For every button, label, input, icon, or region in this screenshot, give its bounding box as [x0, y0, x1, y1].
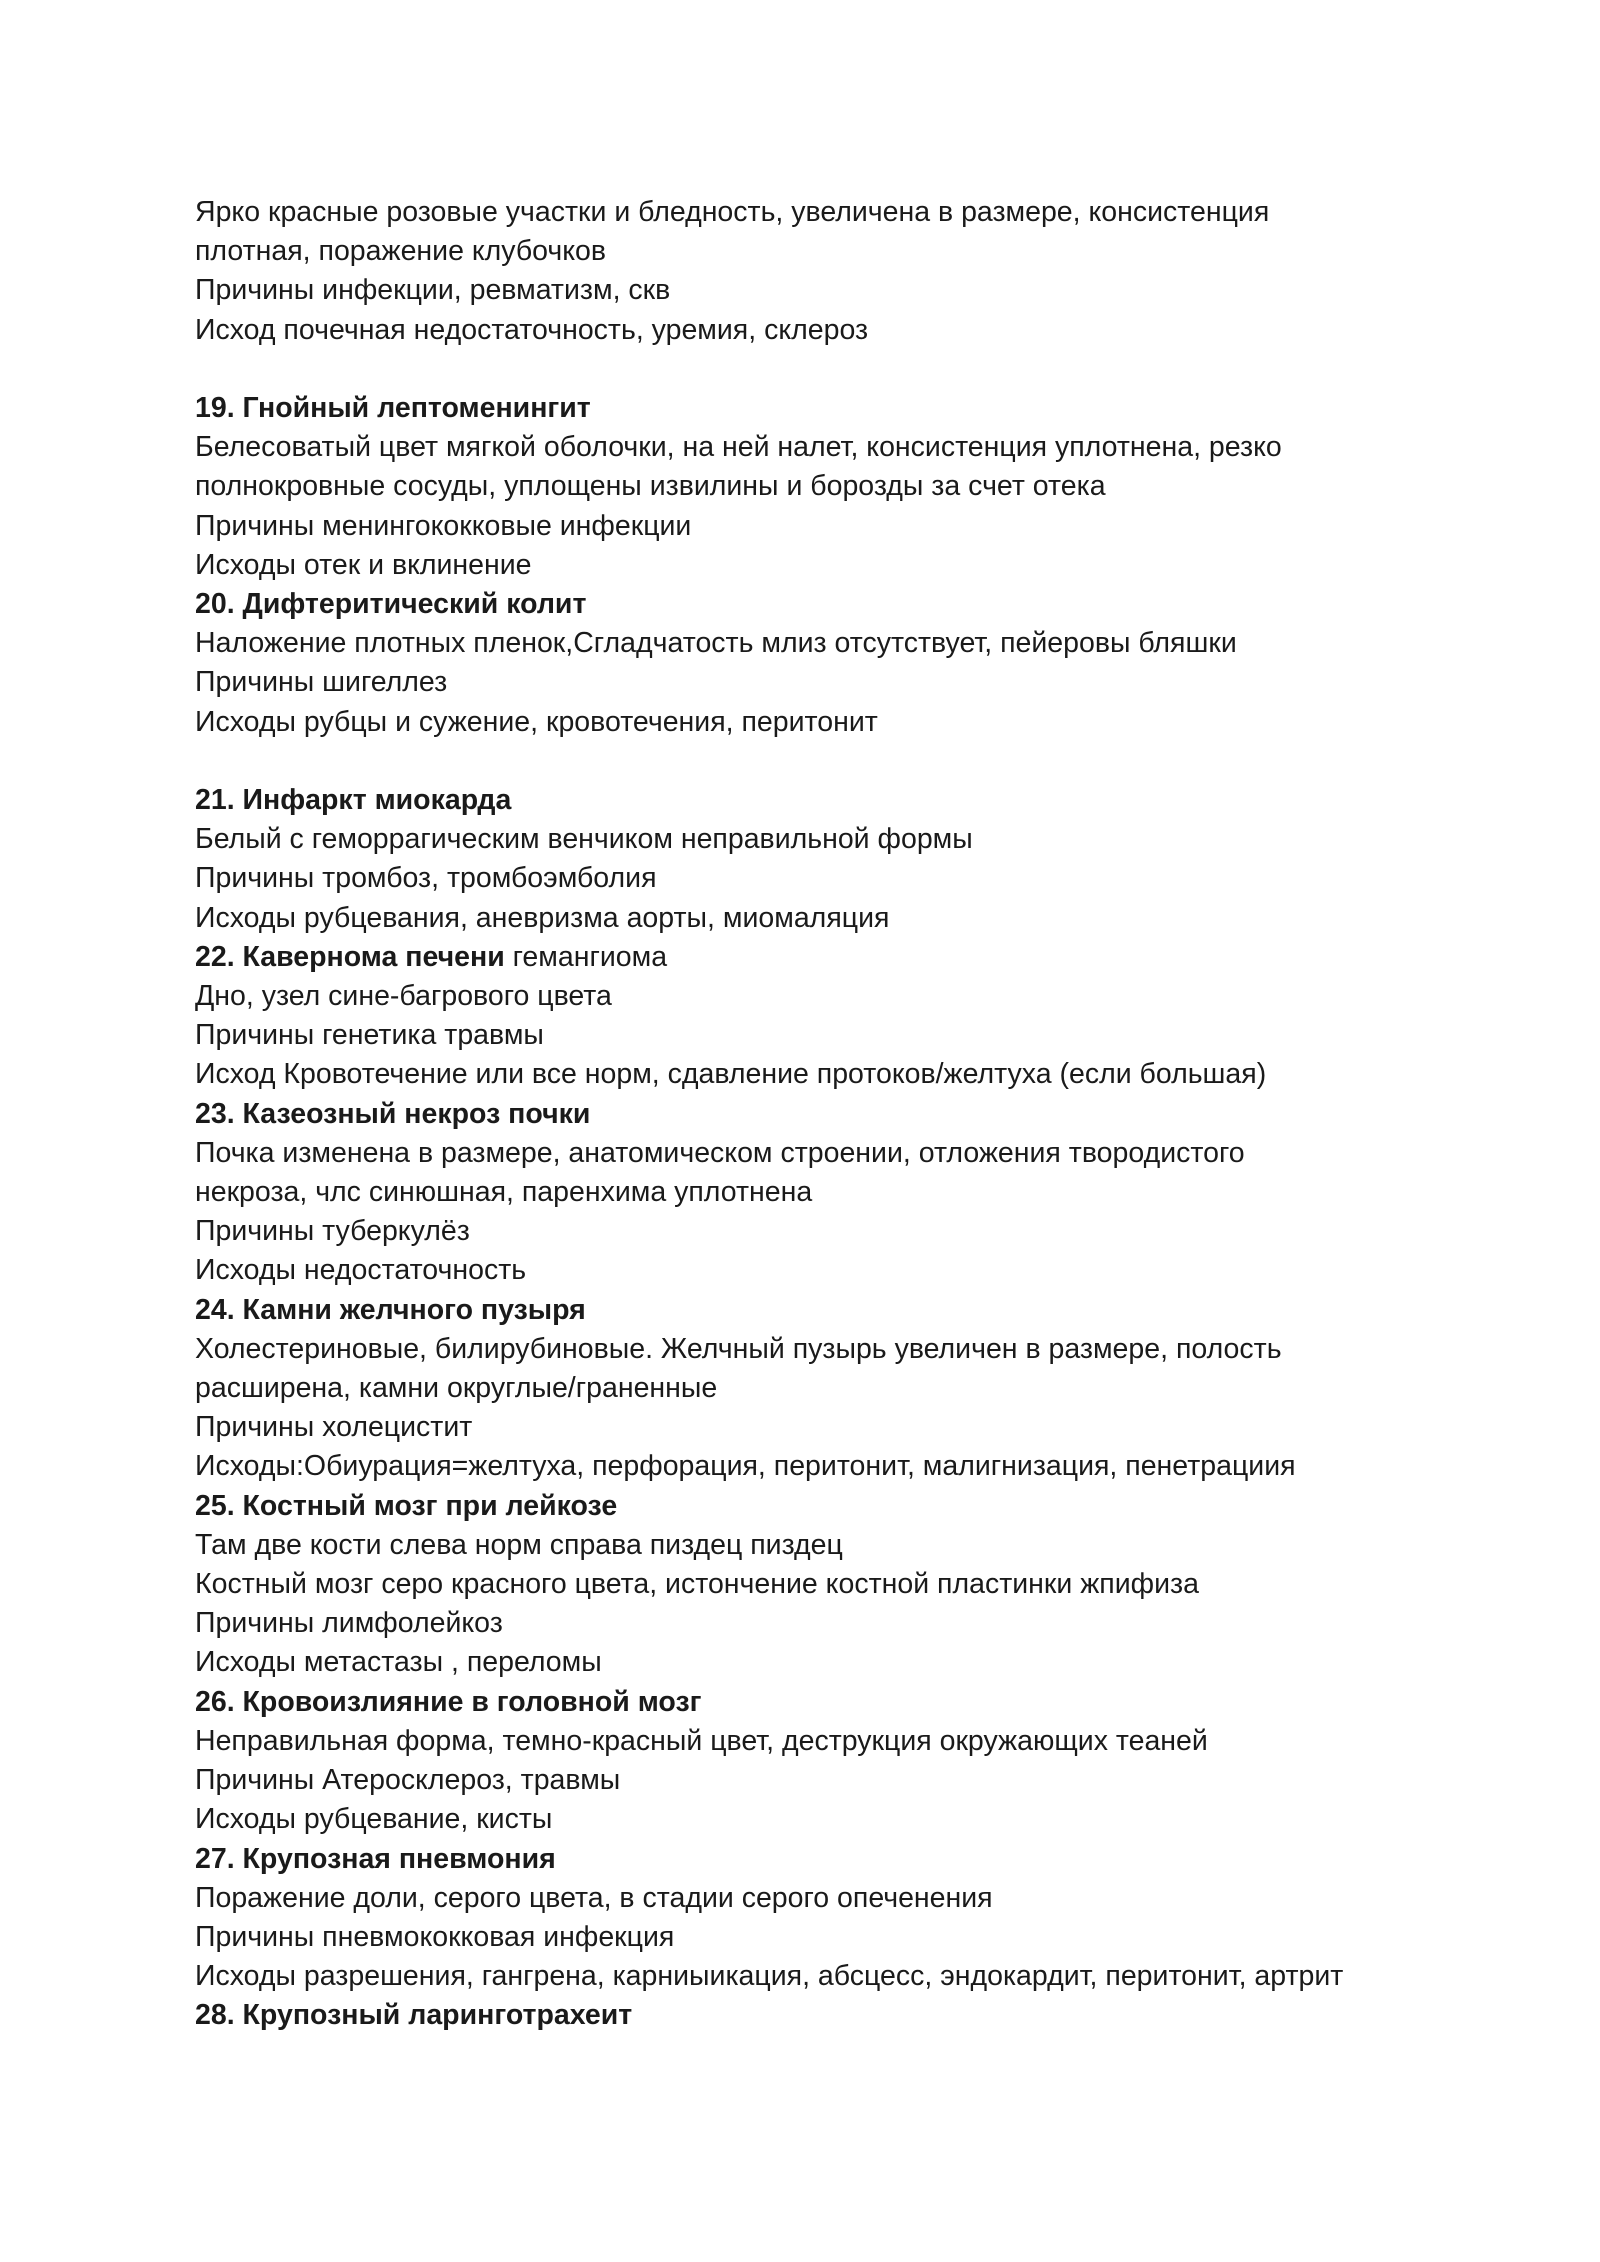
section-line: полнокровные сосуды, уплощены извилины и борозды за счет отека [195, 470, 1106, 503]
section-line: Причины Атеросклероз, травмы [195, 1764, 621, 1797]
section-line: Исходы рубцевание, кисты [195, 1803, 553, 1836]
section-heading: 25. Костный мозг при лейкозе [195, 1489, 618, 1522]
section-line: Холестериновые, билирубиновые. Желчный пузырь увеличен в размере, полость [195, 1332, 1282, 1365]
section-line: Исходы недостаточность [195, 1254, 527, 1287]
section-heading-with-suffix [195, 938, 1495, 977]
section-line: расширена, камни округлые/граненные [195, 1372, 718, 1405]
section-line: Исходы:Обиурация=желтуха, перфорация, перитонит, малигнизация, пенетрациия [195, 1450, 1296, 1483]
section-line: Причины туберкулёз [195, 1215, 470, 1248]
section-heading: 23. Казеозный некроз почки [195, 1097, 591, 1130]
section-line: Белесоватый цвет мягкой оболочки, на ней налет, консистенция уплотнена, резко [195, 431, 1282, 464]
section-line: Исходы отек и вклинение [195, 548, 532, 581]
section-line: Причины лимфолейкоз [195, 1607, 503, 1640]
document-body [195, 193, 1495, 2036]
section-line: Исходы разрешения, гангрена, карниыикация, абсцесс, эндокардит, перитонит, артрит [195, 1960, 1344, 1993]
section-line: Исход Кровотечение или все норм, сдавление протоков/желтуха (если большая) [195, 1058, 1267, 1091]
section-line: Почка изменена в размере, анатомическом строении, отложения твородистого [195, 1136, 1245, 1169]
section-line: Причины тромбоз, тромбоэмболия [195, 862, 657, 895]
section-line: некроза, члс синюшная, паренхима уплотнена [195, 1176, 813, 1209]
section-heading: 28. Крупозный ларинготрахеит [195, 1999, 633, 2032]
section-heading-title: 22. Кавернома печени [195, 940, 505, 973]
section-line: Причины генетика травмы [195, 1019, 544, 1052]
section-line: Причины холецистит [195, 1411, 473, 1444]
section-line: Там две кости слева норм справа пиздец пиздец [195, 1528, 843, 1561]
section-line: Причины пневмококковая инфекция [195, 1920, 675, 1953]
section-line: Исходы рубцевания, аневризма аорты, миомаляция [195, 901, 890, 934]
blank-line [195, 742, 1495, 781]
section-heading: 19. Гнойный лептоменингит [195, 392, 591, 424]
section-line: Причины шигеллез [195, 666, 448, 699]
section-line: Костный мозг серо красного цвета, истончение костной пластинки жпифиза [195, 1568, 1199, 1601]
section-heading-suffix: гемангиома [504, 940, 668, 973]
section-line: Причины менингококковые инфекции [195, 509, 692, 542]
section-line: Белый с геморрагическим венчиком неправильной формы [195, 823, 973, 856]
section-heading: 20. Дифтеритический колит [195, 588, 587, 621]
section-line: Исходы рубцы и сужение, кровотечения, перитонит [195, 705, 878, 738]
section-heading: 27. Крупозная пневмония [195, 1842, 556, 1875]
intro-line: Причины инфекции, ревматизм, скв [195, 274, 671, 307]
intro-line: Ярко красные розовые участки и бледность, увеличена в размере, консистенция [195, 196, 1270, 228]
section-line: Дно, узел сине-багрового цвета [195, 980, 612, 1013]
section-line: Исходы метастазы , переломы [195, 1646, 602, 1679]
section-heading: 26. Кровоизлияние в головной мозг [195, 1685, 702, 1718]
section-heading: 21. Инфаркт миокарда [195, 784, 512, 817]
section-line: Неправильная форма, темно-красный цвет, деструкция окружающих теаней [195, 1724, 1208, 1757]
intro-line: плотная, поражение клубочков [195, 235, 607, 268]
section-line: Наложение плотных пленок,Сгладчатость млиз отсутствует, пейеровы бляшки [195, 627, 1237, 660]
intro-line: Исход почечная недостаточность, уремия, склероз [195, 313, 869, 346]
section-line: Поражение доли, серого цвета, в стадии серого опеченения [195, 1881, 993, 1914]
blank-line [195, 350, 1495, 389]
section-heading: 24. Камни желчного пузыря [195, 1293, 586, 1326]
